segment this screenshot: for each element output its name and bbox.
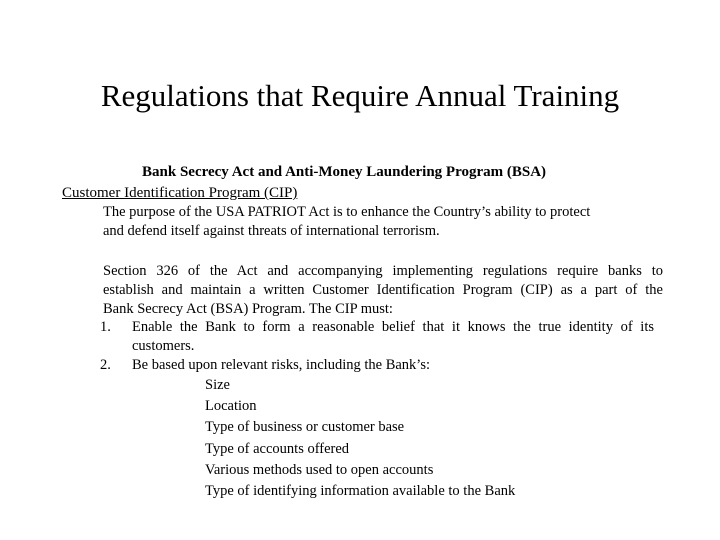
risk-factor-item: Size [205, 377, 230, 393]
section-heading: Bank Secrecy Act and Anti-Money Laundering Program (BSA) [142, 164, 547, 180]
purpose-paragraph [103, 203, 663, 241]
list-item-line: customers. [132, 338, 195, 354]
list-item [0, 356, 654, 375]
list-item-line: Enable the Bank to form a reasonable belief that it knows the true identity of its [132, 319, 654, 335]
list-item-number: 1. [100, 319, 111, 335]
risk-factor-item: Type of business or customer base [205, 419, 405, 436]
risk-factor-item: Various methods used to open accounts [205, 461, 434, 478]
risk-factors-list [205, 375, 515, 502]
risk-factor-item: Location [205, 398, 257, 415]
slide-title: Regulations that Require Annual Training [100, 78, 620, 113]
paragraph-line: and defend itself against threats of international terrorism. [103, 223, 440, 239]
list-item [0, 318, 654, 356]
paragraph-line: Bank Secrecy Act (BSA) Program. The CIP must: [103, 301, 393, 317]
paragraph-line: Section 326 of the Act and accompanying implementing regulations require banks to [103, 263, 663, 279]
list-item-line: Be based upon relevant risks, including the Bank’s: [132, 357, 431, 373]
section-326-paragraph [103, 262, 663, 319]
paragraph-line: establish and maintain a written Customer Identification Program (CIP) as a part of the [103, 282, 663, 298]
program-heading: Customer Identification Program (CIP) [62, 185, 298, 201]
cip-requirements-list [0, 318, 720, 375]
paragraph-line: The purpose of the USA PATRIOT Act is to enhance the Country’s ability to protect [103, 204, 591, 220]
list-item-text [132, 356, 654, 375]
risk-factor-item: Type of accounts offered [205, 440, 350, 457]
list-item-number: 2. [100, 357, 111, 373]
list-item-text [132, 318, 654, 356]
risk-factor-item: Type of identifying information available to the Bank [205, 483, 516, 500]
